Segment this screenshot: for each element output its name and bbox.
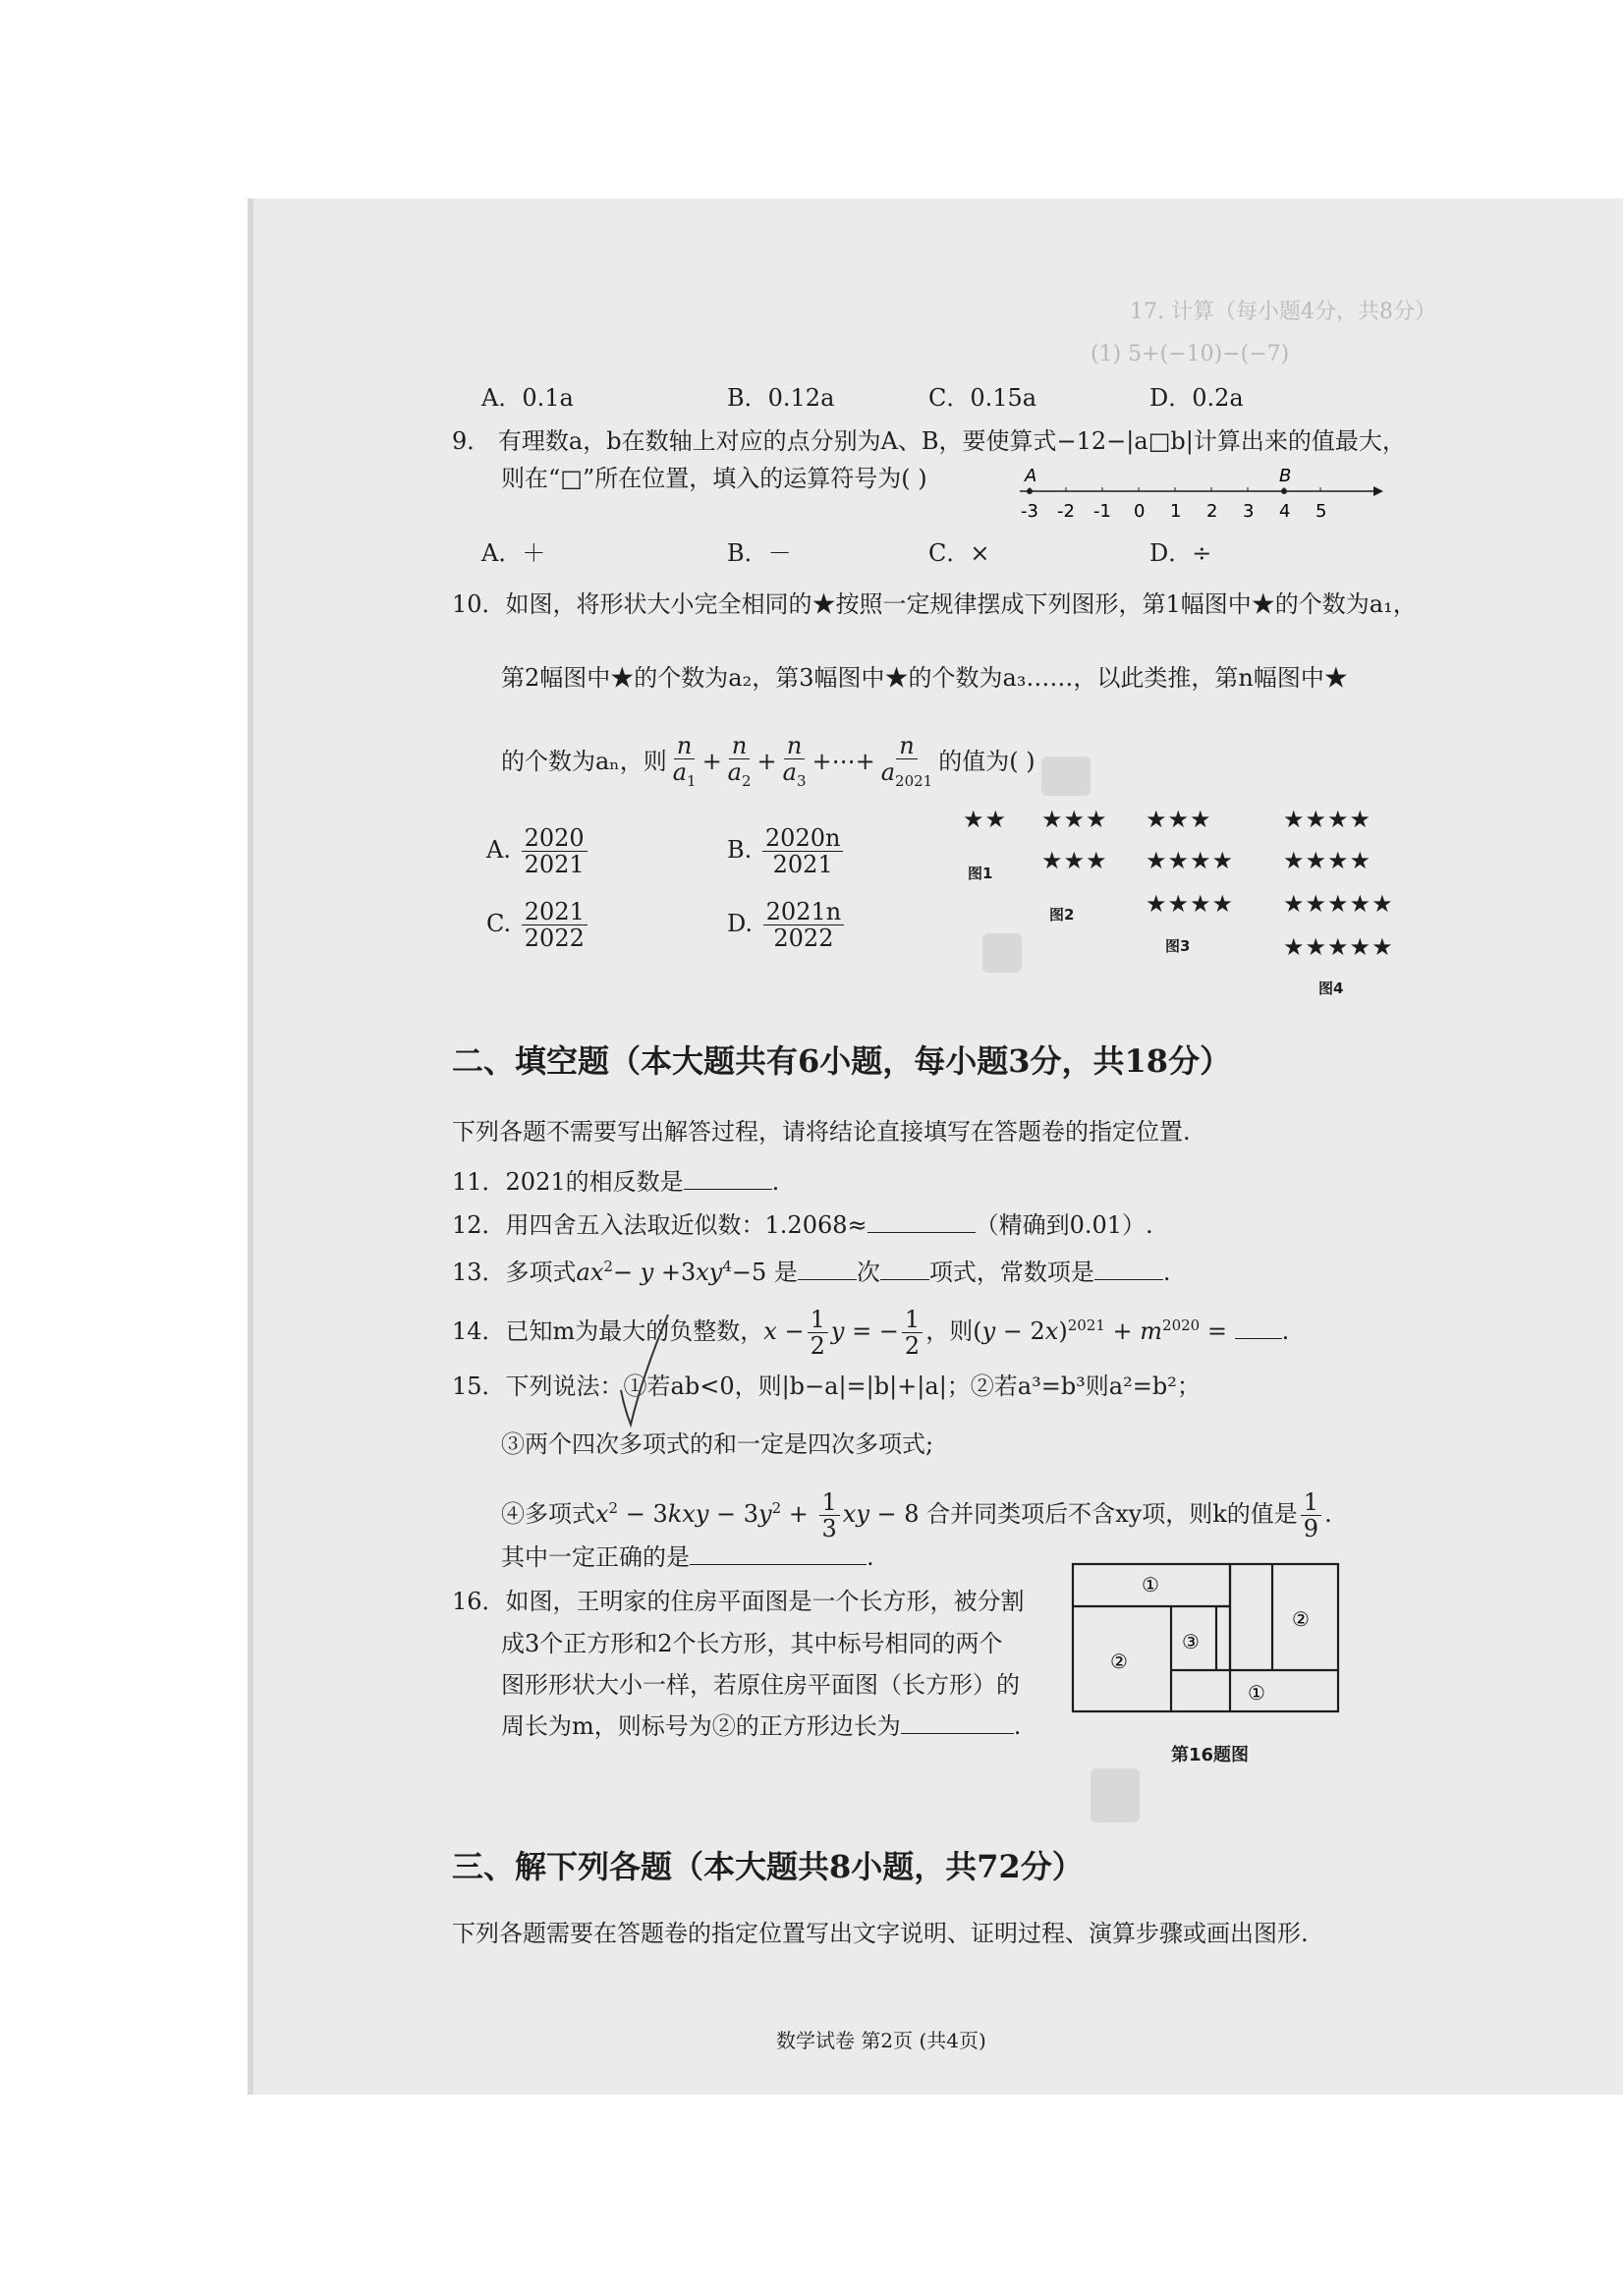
q16-line2: 成3个正方形和2个长方形，其中标号相同的两个 xyxy=(501,1630,1003,1657)
q15-line2: ③两个四次多项式的和一定是四次多项式; xyxy=(501,1430,934,1458)
star-figure-3-row-4: ★★★★★ xyxy=(1283,890,1394,918)
q9-stem-line2: 则在“□”所在位置，填入的运算符号为( ) xyxy=(501,465,927,492)
q9-option-a: A．＋ xyxy=(481,539,546,567)
q10-stem-line1: 10．如图，将形状大小完全相同的★按照一定规律摆成下列图形，第1幅图中★的个数为a₁， xyxy=(452,590,1417,618)
point-a-dot xyxy=(1027,488,1033,494)
point-a-label: A xyxy=(1025,466,1037,486)
star-figure-1-caption: 图1 xyxy=(968,865,993,882)
q16-answer-blank[interactable] xyxy=(901,1711,1014,1734)
q8-option-c: C．0.15a xyxy=(928,384,1037,412)
star-figure-2-row-1: ★★★ xyxy=(1041,847,1108,874)
star-figure-3-caption: 图3 xyxy=(1165,937,1191,955)
tick-label: 0 xyxy=(1134,501,1146,522)
tick-label: 3 xyxy=(1243,501,1255,522)
q9-option-b: B．－ xyxy=(727,539,792,567)
region-label-3: ③ xyxy=(1182,1630,1200,1653)
region-label-1-top: ① xyxy=(1142,1573,1159,1596)
section-2-instruction: 下列各题不需要写出解答过程，请将结论直接填写在答题卷的指定位置. xyxy=(452,1118,1191,1146)
star-figure-3-row-1: ★★★★ xyxy=(1146,890,1235,918)
bleed-through-text: 17. 计算（每小题4分，共8分） xyxy=(1130,300,1436,324)
paper-edge xyxy=(248,198,253,2095)
q10-option-c: C. $\frac{2021}{2022}$ xyxy=(486,894,590,953)
star-figure-3-row-3: ★★★★ xyxy=(1283,847,1372,874)
q13-terms-blank[interactable] xyxy=(880,1258,929,1280)
region-label-2-left: ② xyxy=(1110,1650,1128,1673)
blurred-smudge xyxy=(982,933,1022,973)
q11-answer-blank[interactable] xyxy=(684,1167,772,1190)
point-b-dot xyxy=(1281,488,1287,494)
q13-constant-blank[interactable] xyxy=(1094,1258,1163,1280)
sum-term-1: $\frac{n}{a_1}$ xyxy=(672,731,697,790)
q8-option-b: B．0.12a xyxy=(727,384,835,412)
section-2-title: 二、填空题（本大题共有6小题，每小题3分，共18分） xyxy=(452,1042,1232,1080)
star-figure-2-row-3: ★★★★ xyxy=(1146,847,1235,874)
q10-stem-line2: 第2幅图中★的个数为a₂，第3幅图中★的个数为a₃……，以此类推，第n幅图中★ xyxy=(501,664,1348,692)
q9-option-c: C．× xyxy=(928,539,990,567)
q10-stem-line3-start: 的个数为aₙ，则 xyxy=(501,748,667,775)
q10-stem-line3: 的个数为aₙ，则 $\frac{n}{a_1}$ + $\frac{n}{a_2}$ + $\frac{n}{a_3}$ +⋯+ $\frac{n}{a_{2021}}$ 的值为( ) xyxy=(501,732,1035,793)
tick-label: 4 xyxy=(1279,501,1291,522)
blurred-smudge xyxy=(1041,756,1091,796)
tick-label: -3 xyxy=(1021,501,1038,522)
star-figure-2-row-2: ★★★ xyxy=(1146,806,1212,833)
q15-line3: ④多项式$x^2 - 3kxy - 3y^2$ + $\frac{1}{3}$ xy − 8 合并同类项后不含xy项，则k的值是 $\frac{1}{9}$ . xyxy=(501,1488,1332,1542)
q15-answer-blank[interactable] xyxy=(690,1542,867,1565)
page-footer: 数学试卷 第2页 (共4页) xyxy=(776,2029,986,2052)
star-figure-1-row-2: ★★★ xyxy=(1041,806,1108,833)
q14-answer-blank[interactable] xyxy=(1235,1316,1282,1339)
q16-line4: 周长为m，则标号为②的正方形边长为 . xyxy=(501,1712,1022,1740)
floor-plan-diagram xyxy=(1071,1562,1346,1729)
q16-line3: 图形形状大小一样，若原住房平面图（长方形）的 xyxy=(501,1671,1020,1699)
tick-label: -1 xyxy=(1093,501,1111,522)
q12-answer-blank[interactable] xyxy=(867,1210,976,1233)
q9-number-line xyxy=(1012,462,1385,531)
point-b-label: B xyxy=(1279,466,1292,486)
exam-paper xyxy=(248,198,1623,2095)
tick-label: -2 xyxy=(1057,501,1075,522)
tick-label: 1 xyxy=(1170,501,1182,522)
q8-option-d: D．0.2a xyxy=(1149,384,1244,412)
tick-label: 5 xyxy=(1315,501,1327,522)
star-figure-4-caption: 图4 xyxy=(1318,980,1344,997)
q15-line4: 其中一定正确的是 . xyxy=(501,1543,874,1571)
star-figure-2-caption: 图2 xyxy=(1049,906,1075,924)
tick-label: 2 xyxy=(1206,501,1218,522)
q8-option-a: A．0.1a xyxy=(481,384,574,412)
q13-degree-blank[interactable] xyxy=(798,1258,857,1280)
blurred-smudge xyxy=(1091,1768,1140,1822)
q10-option-a: A. $\frac{2020}{2021}$ xyxy=(486,820,590,879)
q16-line1: 16．如图，王明家的住房平面图是一个长方形，被分割 xyxy=(452,1588,1025,1615)
bleed-through-text: (1) 5+(−10)−(−7) xyxy=(1091,342,1290,366)
section-3-title: 三、解下列各题（本大题共8小题，共72分） xyxy=(452,1848,1084,1885)
region-label-1-bottom: ① xyxy=(1248,1681,1265,1705)
star-figure-4-row-1: ★★★★★ xyxy=(1283,933,1394,961)
section-3-instruction: 下列各题需要在答题卷的指定位置写出文字说明、证明过程、演算步骤或画出图形. xyxy=(452,1920,1309,1947)
sum-term-2021: $\frac{n}{a_{2021}}$ xyxy=(880,731,933,790)
q11: 11．2021的相反数是 . xyxy=(452,1168,780,1196)
q16-figure-caption: 第16题图 xyxy=(1171,1745,1250,1765)
q10-option-d: D. $\frac{2021n}{2022}$ xyxy=(727,894,847,953)
star-figure-3-row-2: ★★★★ xyxy=(1283,806,1372,833)
q12: 12．用四舍五入法取近似数：1.2068≈ （精确到0.01）. xyxy=(452,1211,1153,1239)
star-figure-1-row-1: ★★ xyxy=(963,806,1008,833)
handwritten-check-mark xyxy=(615,1307,674,1434)
q9-stem-line1: 9． 有理数a，b在数轴上对应的点分别为A、B，要使算式−12−|a□b|计算出来的值最大， xyxy=(452,427,1406,455)
q9-option-d: D．÷ xyxy=(1149,539,1212,567)
q13: 13．多项式$ax^2- y +3xy^4-5$ 是 次 项式，常数项是 . xyxy=(452,1258,1171,1286)
sum-term-2: $\frac{n}{a_2}$ xyxy=(727,731,752,790)
q10-stem-line3-end: 的值为( ) xyxy=(938,748,1035,775)
region-label-2-right: ② xyxy=(1292,1607,1310,1631)
q15-line1: 15．下列说法：①若ab<0，则|b−a|=|b|+|a|；②若a³=b³则a²=b²； xyxy=(452,1372,1201,1400)
q14: 14．已知m为最大的负整数，x − $\frac{1}{2}$ y = − $\frac{1}{2}$ ，则$(y - 2x)^{2021} + m^{2020}$ = . xyxy=(452,1306,1290,1360)
q10-option-b: B. $\frac{2020n}{2021}$ xyxy=(727,820,846,879)
sum-term-3: $\frac{n}{a_3}$ xyxy=(782,731,807,790)
